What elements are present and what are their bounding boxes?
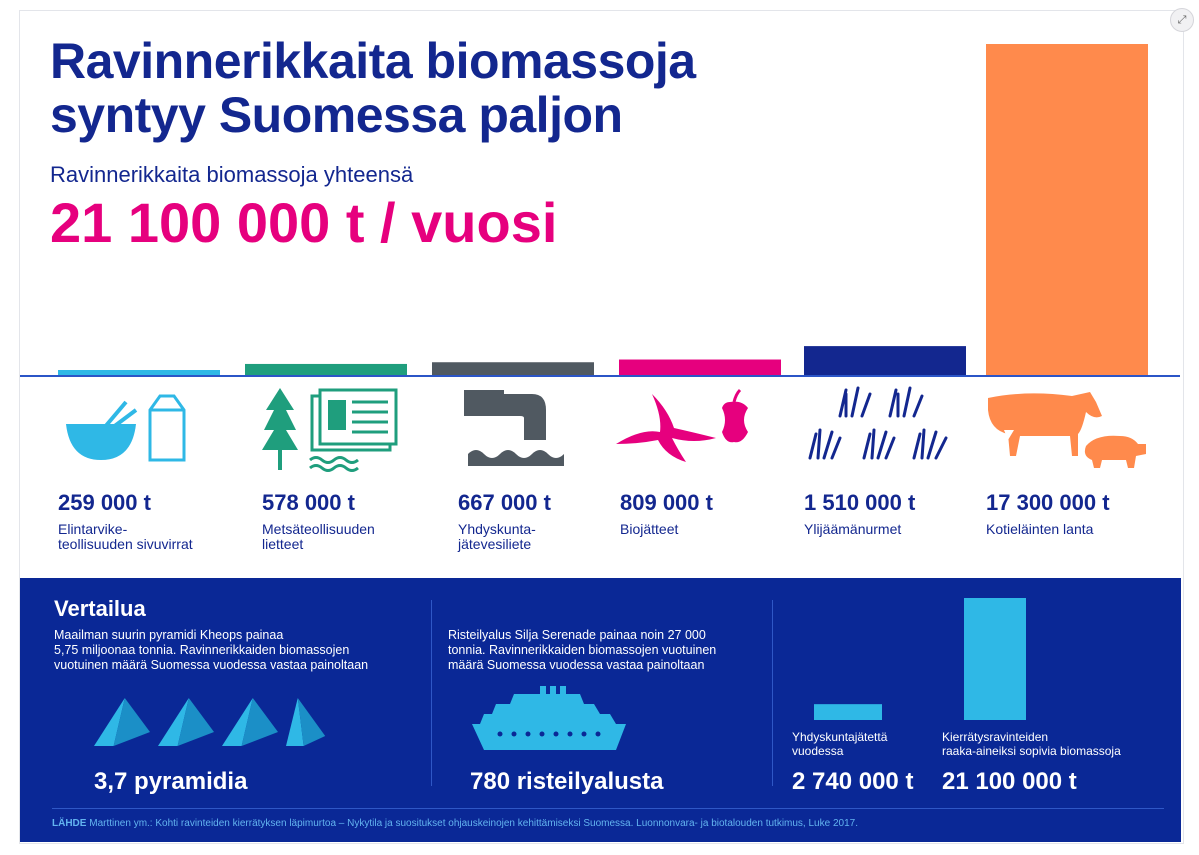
divider [431,600,432,786]
divider [772,600,773,786]
title-line-1: Ravinnerikkaita biomassoja [50,33,696,89]
total-subtitle: Ravinnerikkaita biomassoja yhteensä [50,162,414,187]
pyramid-1 [94,698,150,746]
pyramid-2 [158,698,214,746]
category-label: Yhdyskunta- jätevesiliete [458,521,536,552]
category-label: Elintarvike- teollisuuden sivuvirrat [58,521,193,552]
cow-and-pig-icon [986,386,1156,476]
waste-value: 2 740 000 t [792,768,914,795]
category-manure [986,490,1166,537]
bar-3 [432,362,594,375]
source-divider [52,808,1164,809]
pyramids-graphic [94,696,354,750]
ship-text: Risteilyalus Silja Serenade painaa noin 27 000 tonnia. Ravinnerikkaiden biomassojen vuotuinen määrä Suomessa vuodessa vastaa painoltaan [448,628,717,672]
comparison-panel [20,578,1181,842]
source-prefix: LÄHDE [52,818,87,829]
banana-and-apple-core-icon [612,386,762,466]
category-label: Ylijäämänurmet [804,521,902,537]
sewage-pipe-icon [462,388,572,468]
grass-icon [806,386,956,466]
biomass-bar [964,598,1026,720]
value-label: 259 000 t [58,490,151,515]
bar-4 [619,360,781,375]
value-label: 578 000 t [262,490,355,515]
pyramid-text: Maailman suurin pyramidi Kheops painaa 5,75 miljoonaa tonnia. Ravinnerikkaiden biomassojen vuotuinen määrä Suomessa vuodessa vastaa painoltaan [54,628,369,672]
biomass-label: Kierrätysravinteiden raaka-aineiksi sopivia biomassoja [942,730,1121,758]
bar-5 [804,346,966,375]
ship-result: 780 risteilyalusta [470,768,664,795]
expand-icon[interactable]: ⤢ [1170,8,1194,32]
value-label: 1 510 000 t [804,490,916,515]
comparison-bars [790,592,1030,722]
bar-6 [986,44,1148,375]
category-food-industry [58,490,238,552]
total-value: 21 100 000 t / vuosi [50,191,558,254]
category-label: Biojätteet [620,521,679,537]
pyramid-3 [222,698,278,746]
pyramid-result: 3,7 pyramidia [94,768,248,795]
waste-label: Yhdyskuntajätettä vuodessa [792,730,888,758]
bar-chart [0,0,1199,380]
chart-baseline [20,375,1180,377]
bowl-and-milk-carton-icon [62,388,192,468]
category-biowaste [620,490,800,537]
comparison-heading: Vertailua [54,596,146,621]
source-text: Marttinen ym.: Kohti ravinteiden kierrätyksen läpimurtoa – Nykytila ja suositukset ohjauskeinojen kehittämiseksi Suomessa. Luonnonvara- ja biotalouden tutkimus, Luke 2017. [89,818,858,829]
category-surplus-grass [804,490,984,537]
category-sewage-sludge [458,490,638,552]
tree-and-paper-icon [262,384,402,476]
category-label: Kotieläinten lanta [986,521,1094,537]
value-label: 667 000 t [458,490,551,515]
biomass-value: 21 100 000 t [942,768,1077,795]
pyramid-partial [286,698,325,746]
waste-bar [814,704,882,720]
value-label: 17 300 000 t [986,490,1110,515]
source-note [52,818,858,829]
category-label: Metsäteollisuuden lietteet [262,521,375,552]
value-label: 809 000 t [620,490,713,515]
cruise-ship-icon [470,686,630,756]
title-line-2: syntyy Suomessa paljon [50,87,623,143]
category-forest-industry [262,490,442,552]
bar-2 [245,364,407,375]
